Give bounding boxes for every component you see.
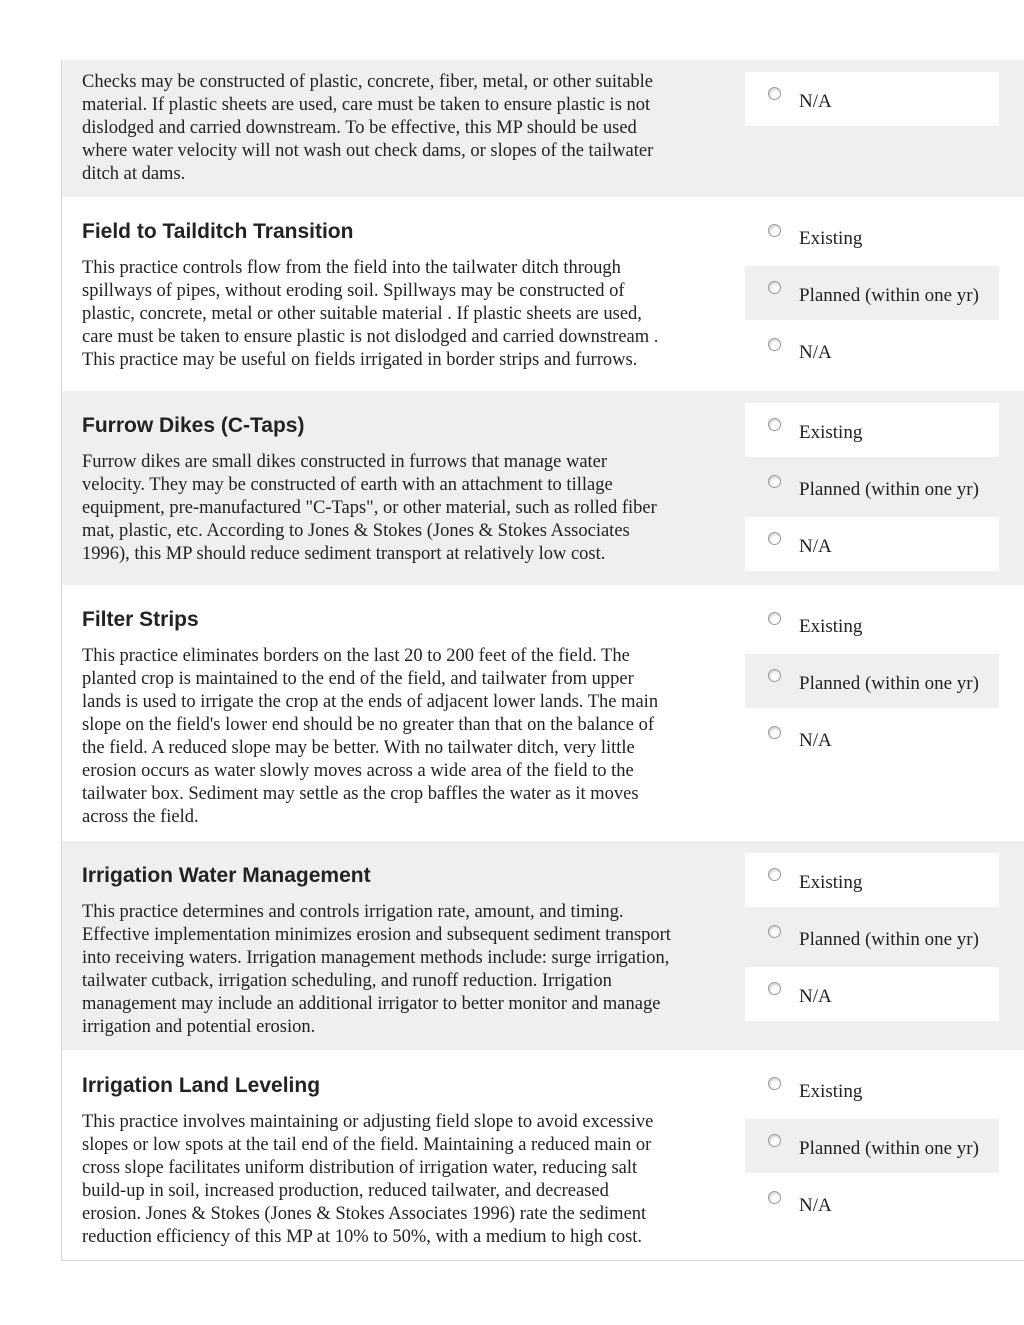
option-na[interactable] [745,323,999,377]
radio-button-icon[interactable] [768,726,781,739]
radio-button-icon[interactable] [768,418,781,431]
practice-row-filter-strips [62,585,1024,841]
radio-button-icon[interactable] [768,982,781,995]
option-planned[interactable] [745,460,999,514]
option-label: N/A [799,730,832,751]
radio-button-icon[interactable] [768,1191,781,1204]
radio-button-icon[interactable] [768,669,781,682]
radio-button-icon[interactable] [768,1077,781,1090]
option-planned[interactable] [745,910,999,964]
radio-button-icon[interactable] [768,87,781,100]
radio-button-icon[interactable] [768,475,781,488]
option-label: N/A [799,536,832,557]
radio-button-icon[interactable] [768,338,781,351]
practice-options [745,853,999,1024]
option-na[interactable] [745,1176,999,1230]
option-label: N/A [799,986,832,1007]
option-existing[interactable] [745,853,999,907]
practice-row-irrigation-land-leveling [62,1050,1024,1260]
practice-body: This practice controls flow from the field into the tailwater ditch through spillways of pipes, without eroding soil. Spillways may be constructed of plastic, concrete, metal or other suitable material . If plastic sheets are used, care must be taken to ensure plastic is not dislodged and carried downstream . This practice may be useful on fields irrigated in border strips and furrows. [82,258,659,370]
option-label: Planned (within one yr) [799,1138,979,1159]
practice-options [745,597,999,768]
practice-title: Furrow Dikes (C-Taps) [82,414,305,437]
practice-options [745,72,999,129]
practice-description [82,863,732,1039]
practice-body: Furrow dikes are small dikes constructed in furrows that manage water velocity. They may be constructed of earth with an attachment to tillage equipment, pre-manufactured "C-Taps", or other material, such as rolled fiber mat, plastic, etc. According to Jones & Stokes (Jones & Stokes Associates 1996), this MP should reduce sediment transport at relatively low cost. [82,452,657,564]
option-label: Planned (within one yr) [799,673,979,694]
radio-button-icon[interactable] [768,1134,781,1147]
practice-row-field-to-tailditch [62,197,1024,391]
radio-button-icon[interactable] [768,868,781,881]
practice-body: Checks may be constructed of plastic, concrete, fiber, metal, or other suitable material. If plastic sheets are used, care must be taken to ensure plastic is not dislodged and carried downstream. To be effective, this MP should be used where water velocity will not wash out check dams, or slopes of the tailwater ditch at dams. [82,72,654,184]
practice-description [82,413,732,566]
option-label: N/A [799,91,832,112]
option-planned[interactable] [745,654,999,708]
practice-row-furrow-dikes [62,391,1024,585]
radio-button-icon[interactable] [768,612,781,625]
practice-row-irrigation-water-management [62,841,1024,1050]
practice-row-checks [62,60,1024,197]
option-label: Planned (within one yr) [799,929,979,950]
practice-body: This practice determines and controls irrigation rate, amount, and timing. Effective implementation minimizes erosion and subsequent sediment transport into receiving waters. Irrigation management methods include: surge irrigation, tailwater cutback, irrigation scheduling, and runoff reduction. Irrigation management may include an additional irrigator to better monitor and manage irrigation and potential erosion. [82,902,671,1037]
practice-options [745,1062,999,1233]
practice-body: This practice eliminates borders on the last 20 to 200 feet of the field. The planted crop is maintained to the end of the field, and tailwater from upper lands is used to irrigate the crop at the ends of adjacent lower lands. The main slope on the field's lower end should be no greater than that on the balance of the field. A reduced slope may be better. With no tailwater ditch, very little erosion occurs as water slowly moves across a wide area of the field to the tailwater box. Sediment may settle as the crop baffles the water as it moves across the field. [82,646,659,827]
option-label: Existing [799,872,863,893]
option-label: Planned (within one yr) [799,285,979,306]
option-existing[interactable] [745,209,999,263]
practice-list [61,60,1024,1261]
option-na[interactable] [745,711,999,765]
option-na[interactable] [745,967,999,1021]
option-na[interactable] [745,72,999,126]
practice-options [745,209,999,380]
option-existing[interactable] [745,403,999,457]
option-label: Existing [799,1081,863,1102]
radio-button-icon[interactable] [768,224,781,237]
option-label: Existing [799,422,863,443]
radio-button-icon[interactable] [768,532,781,545]
option-existing[interactable] [745,597,999,651]
practice-description [82,1073,732,1249]
option-label: Planned (within one yr) [799,479,979,500]
practice-description [82,607,732,829]
option-label: Existing [799,616,863,637]
option-existing[interactable] [745,1062,999,1116]
option-label: N/A [799,1195,832,1216]
option-label: N/A [799,342,832,363]
option-na[interactable] [745,517,999,571]
practice-title: Filter Strips [82,608,199,631]
practice-description [82,219,732,372]
option-planned[interactable] [745,1119,999,1173]
practice-title: Field to Tailditch Transition [82,220,354,243]
practice-description [82,71,732,186]
practice-body: This practice involves maintaining or adjusting field slope to avoid excessive slopes or low spots at the tail end of the field. Maintaining a reduced main or cross slope facilitates uniform distribution of irrigation water, reducing salt build-up in soil, increased production, reduced tailwater, and decreased erosion. Jones & Stokes (Jones & Stokes Associates 1996) rate the sediment reduction efficiency of this MP at 10% to 50%, with a medium to high cost. [82,1112,654,1247]
practice-title: Irrigation Land Leveling [82,1074,321,1097]
option-label: Existing [799,228,863,249]
radio-button-icon[interactable] [768,281,781,294]
radio-button-icon[interactable] [768,925,781,938]
practice-title: Irrigation Water Management [82,864,371,887]
practice-options [745,403,999,574]
option-planned[interactable] [745,266,999,320]
